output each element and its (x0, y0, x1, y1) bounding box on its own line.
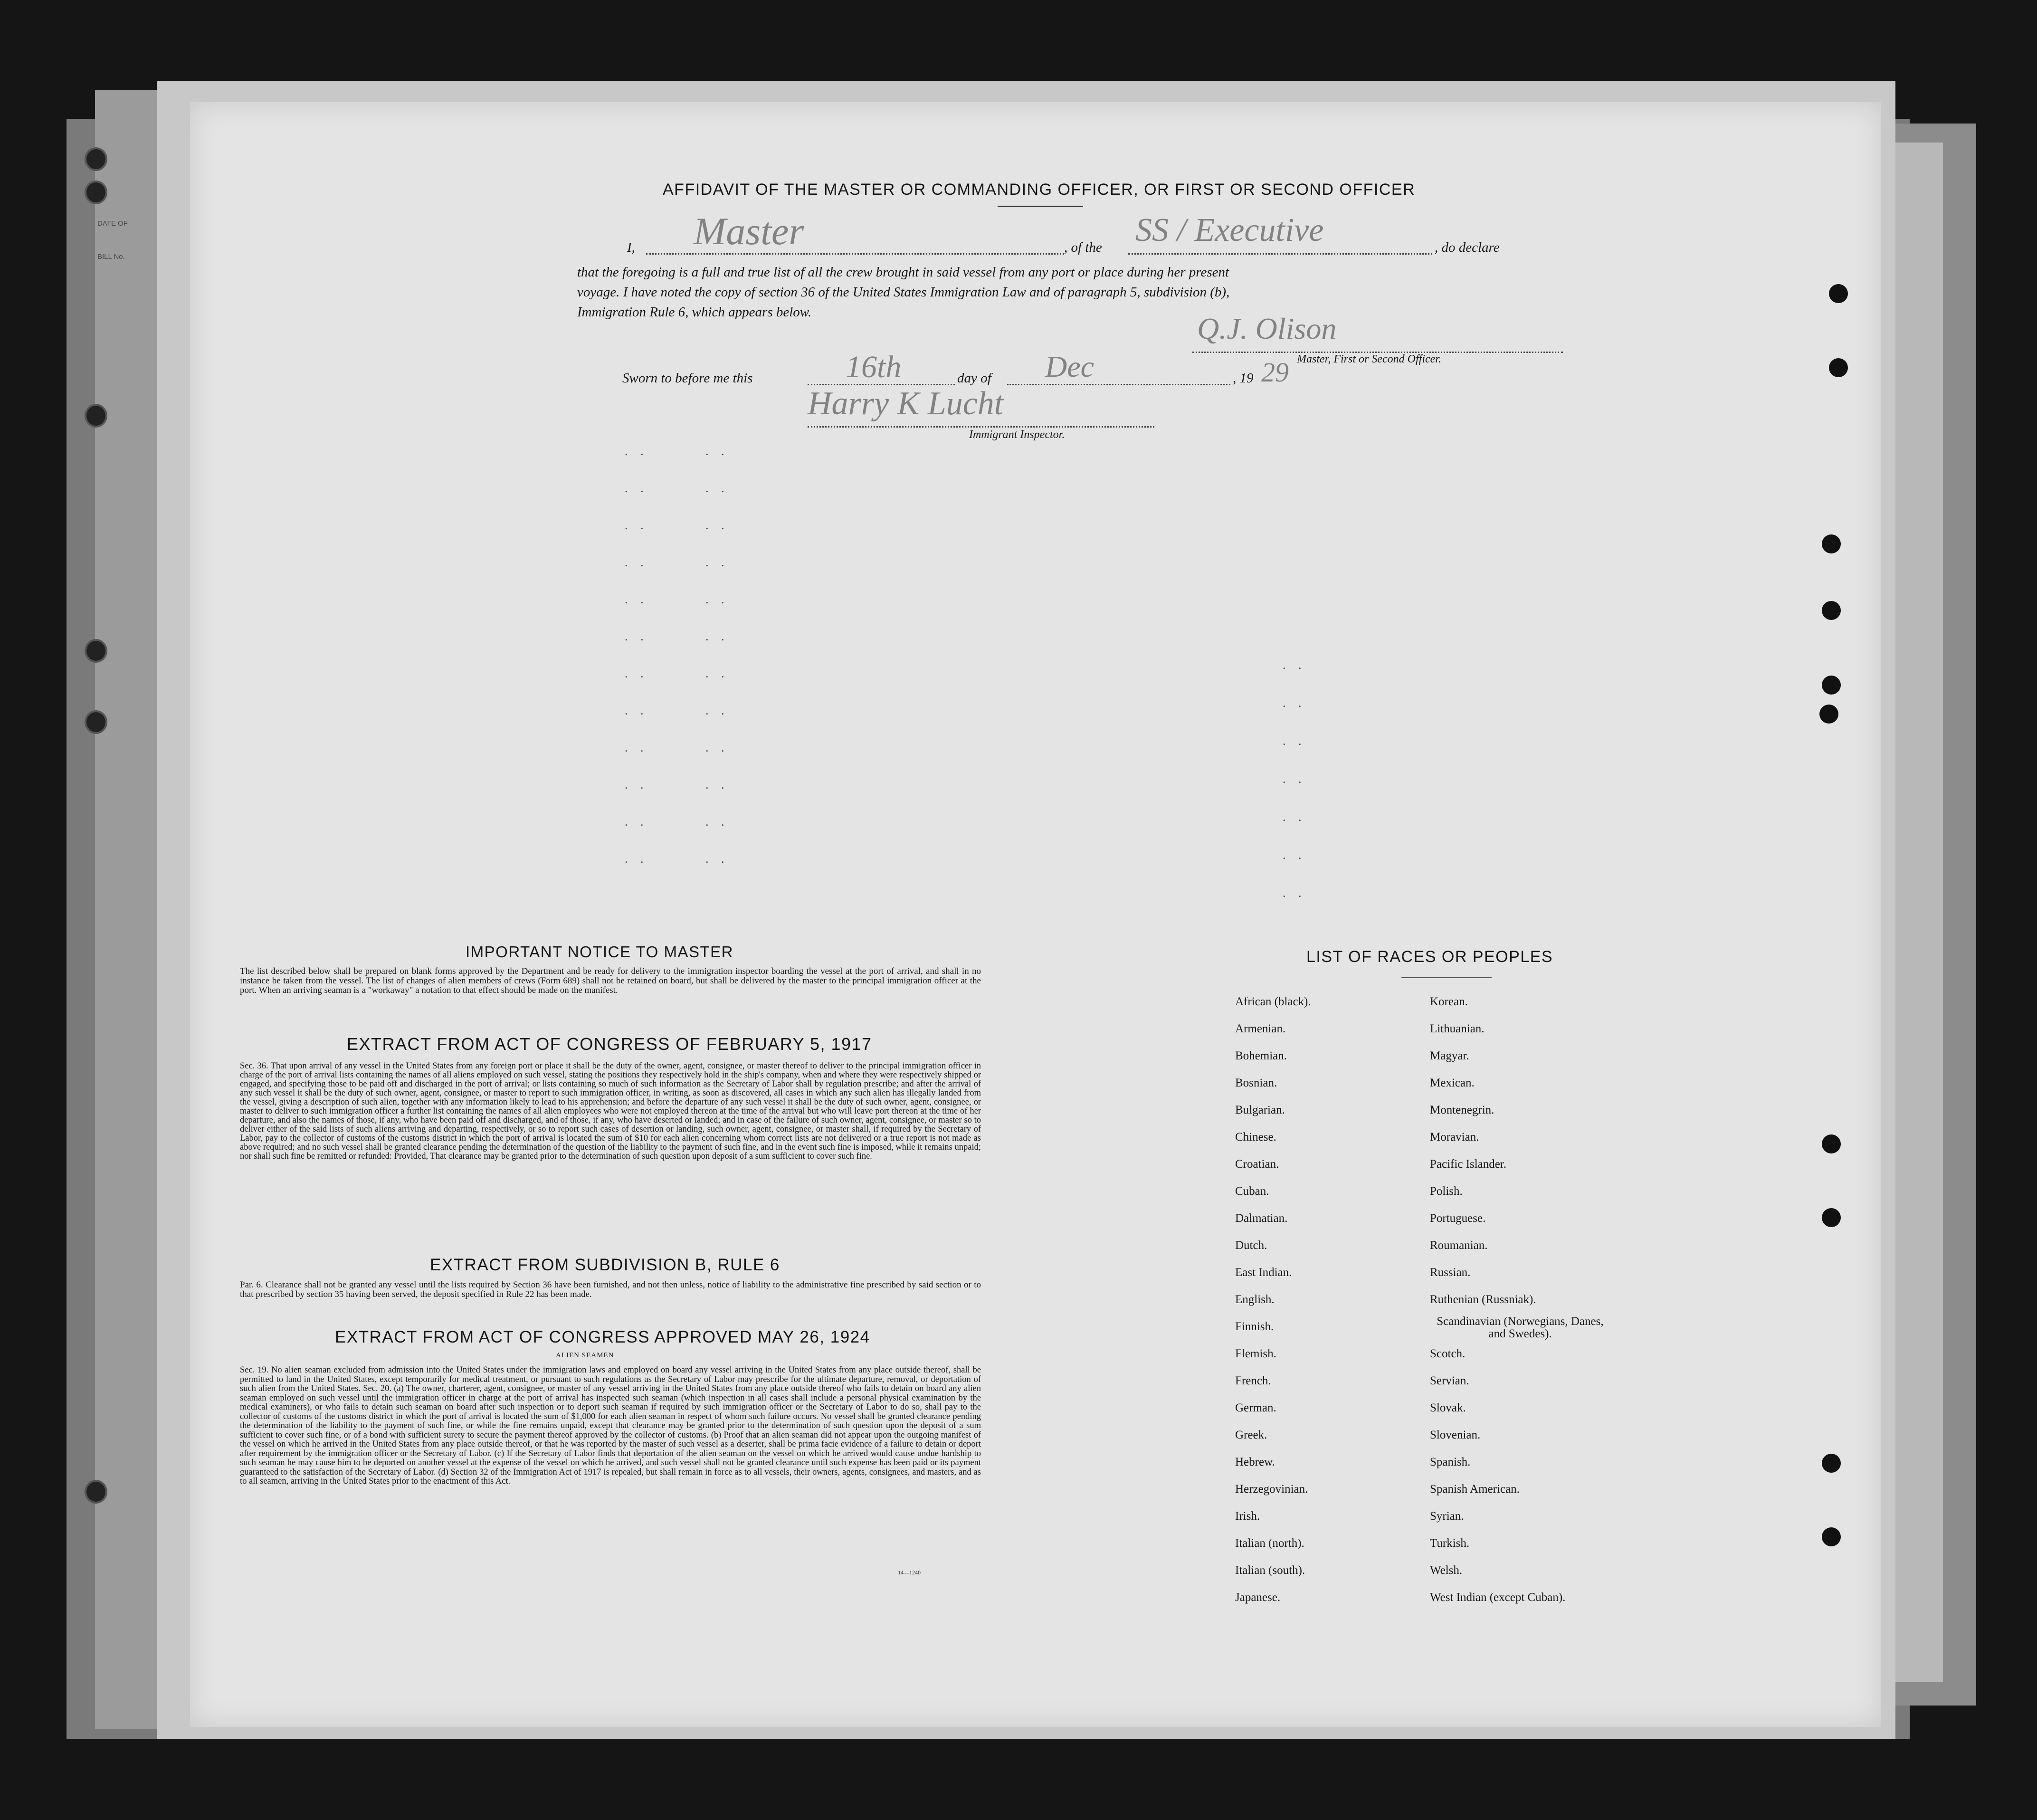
faint-mark: . . (625, 629, 648, 643)
extract-1924-heading: EXTRACT FROM ACT OF CONGRESS APPROVED MAY 26, 1924 (335, 1328, 870, 1346)
punch-hole (85, 1480, 107, 1504)
race-item: Hebrew. (1235, 1456, 1275, 1468)
races-rule (1401, 977, 1492, 978)
extract-1917-heading: EXTRACT FROM ACT OF CONGRESS OF FEBRUARY 5, 1917 (347, 1034, 872, 1054)
faint-mark: . . (1283, 734, 1306, 748)
inspector-line (808, 426, 1154, 428)
faint-mark: . . (705, 629, 729, 643)
day-handwriting: 16th (846, 350, 902, 384)
inspector-label: Immigrant Inspector. (969, 429, 1065, 441)
faint-mark: . . (625, 667, 648, 680)
punch-hole (1822, 1134, 1841, 1153)
race-item: East Indian. (1235, 1266, 1292, 1279)
notice-body: The list described below shall be prepared on blank forms approved by the Department and be ready for delivery to the immigration inspector boarding the vessel at the port of arrival, and shall in no instance be taken from the vessel. The list of changes of alien members of crews (Form 689) shall not be retained on board, but shall be delivered by the master to the principal immigration officer at the port. When an arriving seaman is a "workaway" a notation to that effect should be made on the manifest. (240, 966, 981, 995)
punch-hole (1822, 1208, 1841, 1227)
race-item: Slovenian. (1430, 1429, 1481, 1441)
race-item: Slovak. (1430, 1401, 1466, 1414)
faint-mark: . . (1283, 886, 1306, 900)
punch-hole (85, 404, 107, 428)
do-declare-label: , do declare (1435, 240, 1500, 255)
affidavit-line-4: Immigration Rule 6, which appears below. (577, 305, 812, 320)
faint-mark: . . (705, 481, 729, 495)
affidavit-line-2: that the foregoing is a full and true list of all the crew brought in said vessel from any port or place during her present (577, 265, 1229, 280)
faint-mark: . . (625, 815, 648, 829)
faint-mark: . . (705, 815, 729, 829)
month-handwriting: Dec (1045, 350, 1095, 383)
race-item: Croatian. (1235, 1158, 1279, 1171)
faint-mark: . . (1283, 848, 1306, 862)
punch-hole (1829, 284, 1848, 303)
race-item: Italian (south). (1235, 1564, 1305, 1577)
sworn-label: Sworn to before me this (622, 371, 753, 386)
race-item: Polish. (1430, 1185, 1463, 1198)
day-of-label: day of (957, 371, 991, 386)
race-item: Scotch. (1430, 1347, 1466, 1360)
faint-mark: . . (1283, 772, 1306, 786)
year-prefix: , 19 (1233, 371, 1254, 386)
faint-mark: . . (1283, 810, 1306, 824)
month-line (1007, 384, 1230, 385)
race-item: Moravian. (1430, 1131, 1479, 1143)
vessel-handwriting: SS / Executive (1135, 212, 1324, 248)
faint-mark: . . (705, 667, 729, 680)
punch-hole (1822, 676, 1841, 695)
race-item: Italian (north). (1235, 1537, 1304, 1550)
punch-hole (85, 710, 107, 734)
master-label: Master, First or Second Officer. (1297, 353, 1441, 365)
faint-mark: . . (705, 778, 729, 791)
i-label: I, (627, 240, 635, 255)
notice-heading: IMPORTANT NOTICE TO MASTER (466, 943, 734, 961)
faint-mark: . . (625, 741, 648, 754)
race-item: Korean. (1430, 995, 1468, 1008)
race-item: Finnish. (1235, 1320, 1274, 1333)
punch-hole (85, 639, 107, 663)
race-item: Ruthenian (Russniak). (1430, 1293, 1536, 1306)
race-item: Spanish. (1430, 1456, 1471, 1468)
race-item: Japanese. (1235, 1591, 1281, 1604)
faint-mark: . . (705, 741, 729, 754)
faint-mark: . . (705, 592, 729, 606)
extract-1917-body: Sec. 36. That upon arrival of any vessel in the United States from any foreign port or place it shall be the duty of the owner, agent, consignee, or master thereof to deliver to the principal immigration officer in charge of the port of arrival lists containing the names of all aliens employed on such vessel, stating the positions they respectively hold in the ship's company, when and where they were respectively shipped or engaged, and specifying those to be paid off and discharged in the port of arrival; or lists containing so much of such information as the Secretary of Labor shall by regulation prescribe; and after the arrival of any such vessel it shall be the duty of such owner, agent, consignee, or master to report to such immigration officer, in writing, as soon as discovered, all cases in which any such alien has illegally landed from the vessel, giving a description of such alien, together with any information likely to lead to his apprehension; and before the departure of any such vessel it shall be the duty of such owner, agent, consignee, or master to deliver to such immigration officer a further list containing the names of all alien employees who were not employed thereon at the time of the arrival but who will leave port thereon at the time of her departure, and also the names of those, if any, who have been paid off and discharged, and of those, if any, who have deserted or landed; and in case of the failure of such owner, agent, consignee, or master so to deliver either of the said lists of such aliens arriving and departing, respectively, or so to report such cases of desertion or landing, such owner, agent, consignee, or master shall, if required by the Secretary of Labor, pay to the collector of customs of the customs district in which the port of arrival is located the sum of $10 for each alien concerning whom correct lists are not delivered or a true report is not made as above required; and no such vessel shall be granted clearance pending the determination of the question of the liability to the payment of such fine, and in the event such fine is imposed, while it remains unpaid; nor shall such fine be remitted or refunded: Provided, That clearance may be granted prior to the determination of such question upon deposit of a sum sufficient to cover such fine. (240, 1061, 981, 1161)
race-item: Turkish. (1430, 1537, 1470, 1550)
inspector-signature: Harry K Lucht (808, 385, 1004, 422)
race-item: Montenegrin. (1430, 1104, 1494, 1116)
faint-mark: . . (705, 444, 729, 458)
race-item: Dalmatian. (1235, 1212, 1288, 1225)
race-item: Roumanian. (1430, 1239, 1488, 1252)
of-the-label: , of the (1064, 240, 1102, 255)
rule-6-heading: EXTRACT FROM SUBDIVISION B, RULE 6 (430, 1256, 780, 1274)
punch-hole (1822, 534, 1841, 553)
punch-hole (85, 181, 107, 204)
race-item: Lithuanian. (1430, 1022, 1485, 1035)
year-handwriting: 29 (1261, 357, 1289, 388)
race-item: Bosnian. (1235, 1077, 1277, 1089)
race-item: German. (1235, 1401, 1276, 1414)
races-heading: LIST OF RACES OR PEOPLES (1306, 948, 1553, 966)
extract-1924-body: Sec. 19. No alien seaman excluded from admission into the United States under the immigration laws and employed on board any vessel arriving in the United States from any place outside thereof, shall be permitted to land in the United States, except temporarily for medical treatment, or pursuant to such regulations as the Secretary of Labor may prescribe for the ultimate departure, removal, or deportation of such alien from the United States. Sec. 20. (a) The owner, charterer, agent, consignee, or master of any vessel arriving in the United States from any place outside thereof who fails to detain on board any alien seaman employed on such vessel until the immigration officer in charge at the port of arrival has inspected such seaman (which inspection in all cases shall include a personal physical examination by the medical examiners), or who fails to detain such seaman on board after such inspection or to deport such seaman if required by such immigration officer or the Secretary of Labor to do so, shall pay to the collector of customs of the customs district in which the port of arrival is located the sum of $1,000 for each alien seaman in respect of whom such failure occurs. No vessel shall be granted clearance pending the determination of the liability to the payment of such fine, or while the fine remains unpaid, except that clearance may be granted prior to the determination of such question upon the deposit of a sum sufficient to cover such fine, or of a bond with sufficient surety to secure the payment thereof approved by the collector of customs. (b) Proof that an alien seaman did not appear upon the outgoing manifest of the vessel on which he arrived in the United States from any place outside thereof, or that he was reported by the master of such vessel as a deserter, shall be prima facie evidence of a failure to detain or deport after requirement by the immigration officer or the Secretary of Labor. (c) If the Secretary of Labor finds that deportation of the alien seaman on the vessel on which he arrived would cause undue hardship to such seaman he may cause him to be deported on another vessel at the expense of the vessel on which he arrived, and such vessel shall not be granted clearance until such expense has been paid or its payment guaranteed to the satisfaction of the Secretary of Labor. (d) Section 32 of the Immigration Act of 1917 is repealed, but shall remain in force as to all vessels, their owners, agents, consignees, and masters, and as to all seamen, arriving in the United States prior to the enactment of this Act. (240, 1365, 981, 1486)
race-item: Dutch. (1235, 1239, 1267, 1252)
punch-hole (1822, 601, 1841, 620)
race-item: Scandinavian (Norwegians, Danes, and Swedes). (1437, 1315, 1604, 1340)
faint-mark: . . (625, 481, 648, 495)
race-item: Servian. (1430, 1374, 1469, 1387)
vessel-line (1128, 253, 1432, 255)
faint-mark: . . (625, 852, 648, 866)
race-item: Flemish. (1235, 1347, 1276, 1360)
faint-mark: . . (625, 555, 648, 569)
race-item: Chinese. (1235, 1131, 1276, 1143)
race-item: French. (1235, 1374, 1271, 1387)
punch-hole (1819, 705, 1838, 724)
race-item: Magyar. (1430, 1049, 1469, 1062)
master-signature: Q.J. Olison (1197, 312, 1337, 345)
race-item: Irish. (1235, 1510, 1260, 1523)
race-item: Cuban. (1235, 1185, 1269, 1198)
faint-mark: . . (1283, 658, 1306, 672)
race-item: Greek. (1235, 1429, 1267, 1441)
race-item: Welsh. (1430, 1564, 1463, 1577)
form-number: 14—1240 (898, 1569, 921, 1576)
heading-rule (998, 206, 1083, 207)
punch-hole (1822, 1454, 1841, 1473)
faint-mark: . . (705, 555, 729, 569)
faint-mark: . . (1283, 696, 1306, 710)
faint-mark: . . (625, 518, 648, 532)
punch-hole (1829, 358, 1848, 377)
race-item: Pacific Islander. (1430, 1158, 1507, 1171)
alien-seamen-subheading: ALIEN SEAMEN (556, 1352, 614, 1359)
punch-hole (85, 147, 107, 171)
race-item: Russian. (1430, 1266, 1471, 1279)
race-item: Armenian. (1235, 1022, 1286, 1035)
faint-mark: . . (625, 444, 648, 458)
faint-mark: . . (705, 704, 729, 717)
race-item: West Indian (except Cuban). (1430, 1591, 1566, 1604)
stamp-date-of: DATE OF (97, 219, 128, 228)
faint-mark: . . (705, 518, 729, 532)
affidavit-line-3: voyage. I have noted the copy of section 36 of the United States Immigration Law and of paragraph 5, subdivision (b), (577, 285, 1230, 300)
faint-mark: . . (625, 704, 648, 717)
race-item: Portuguese. (1430, 1212, 1486, 1225)
race-item: Mexican. (1430, 1077, 1475, 1089)
race-item: Bohemian. (1235, 1049, 1287, 1062)
manifest-page (190, 102, 1881, 1727)
race-item: Syrian. (1430, 1510, 1464, 1523)
stamp-bill-no: BILL No. (97, 253, 125, 261)
rule-6-body: Par. 6. Clearance shall not be granted any vessel until the lists required by Section 36 have been furnished, and not then unless, notice of liability to the administrative fine prescribed by said section or to that prescribed by section 35 having been served, the deposit specified in Rule 22 has been made. (240, 1280, 981, 1299)
race-item: Herzegovinian. (1235, 1483, 1308, 1496)
race-item: African (black). (1235, 995, 1311, 1008)
race-item: Spanish American. (1430, 1483, 1520, 1496)
faint-mark: . . (705, 852, 729, 866)
faint-mark: . . (625, 592, 648, 606)
punch-hole (1822, 1527, 1841, 1546)
affidavit-heading: AFFIDAVIT OF THE MASTER OR COMMANDING OFFICER, OR FIRST OR SECOND OFFICER (663, 181, 1416, 199)
faint-mark: . . (625, 778, 648, 791)
race-item: English. (1235, 1293, 1275, 1306)
race-item: Bulgarian. (1235, 1104, 1285, 1116)
master-handwriting: Master (694, 210, 804, 253)
